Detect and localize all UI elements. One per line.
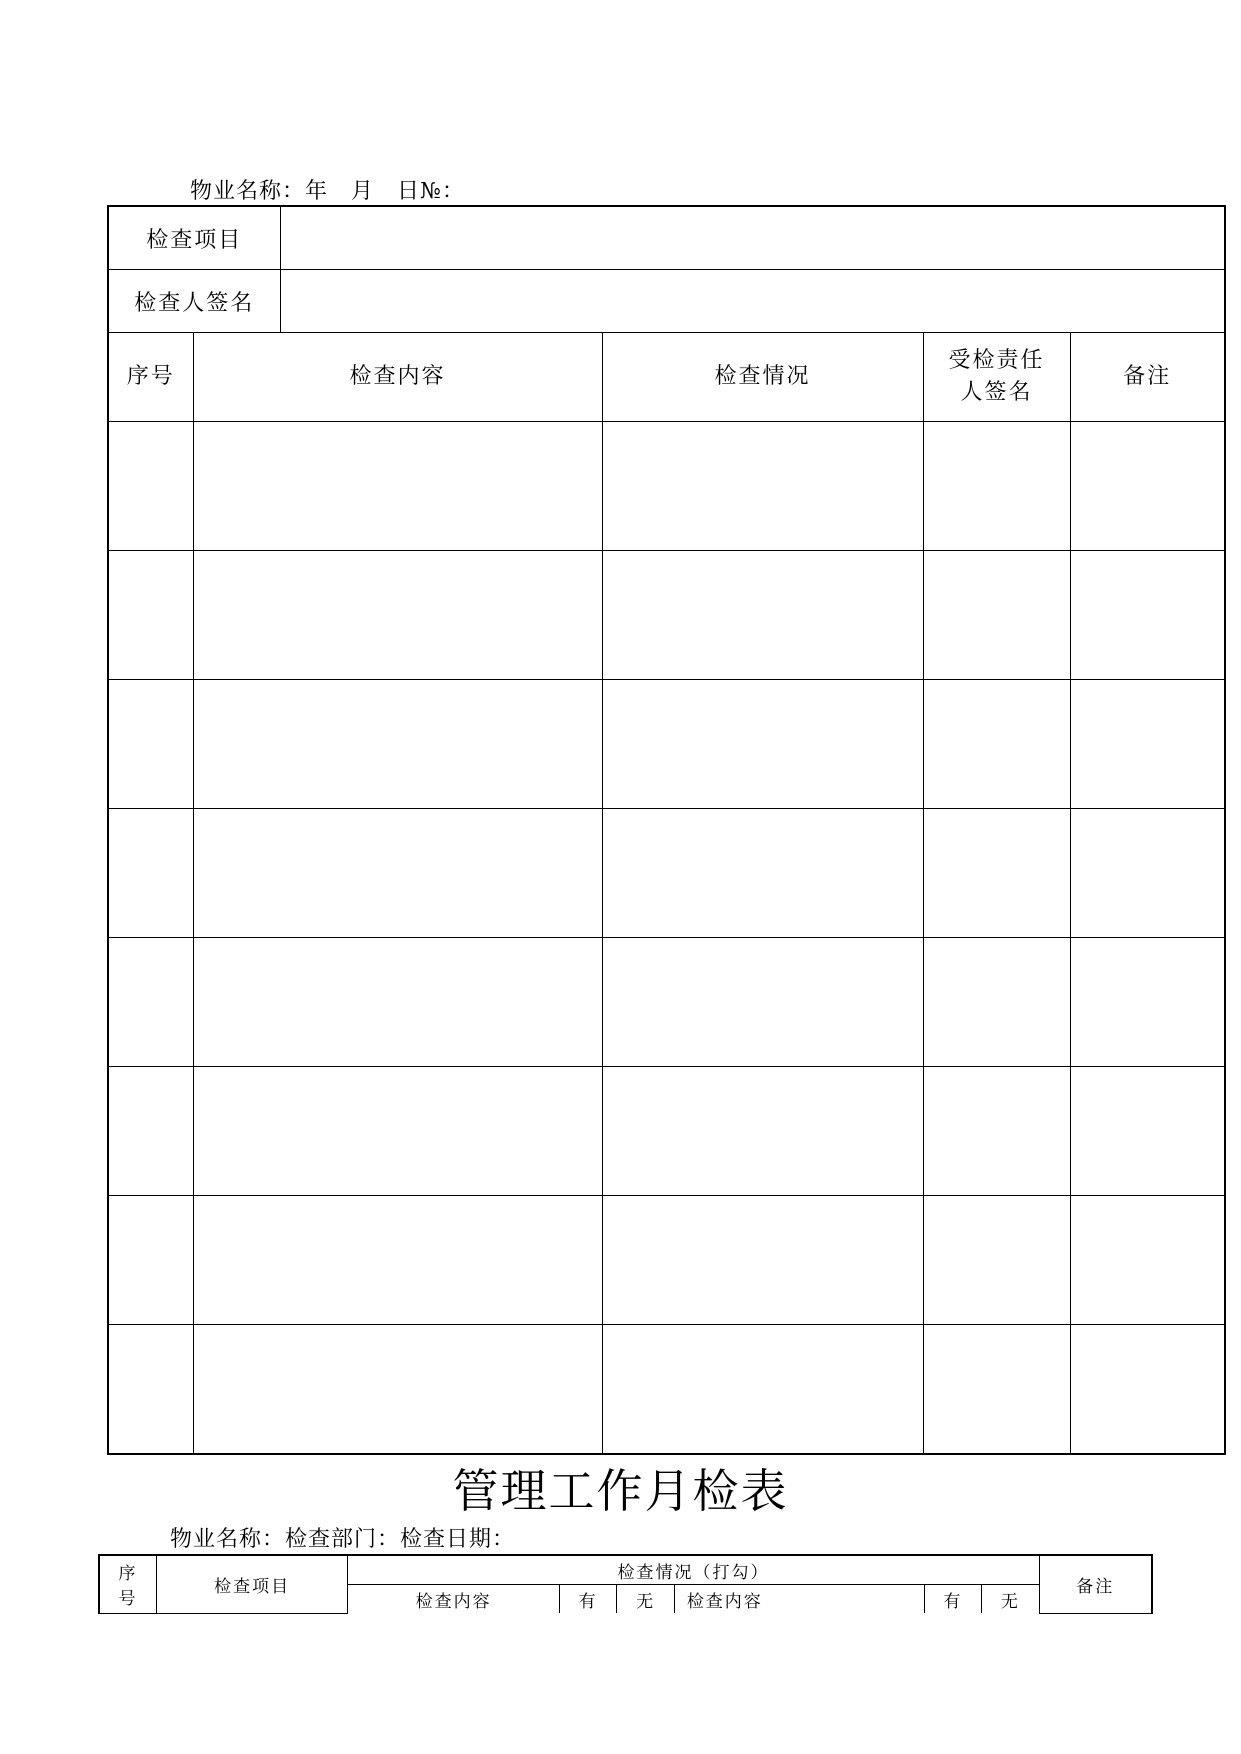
seq-cell[interactable] bbox=[108, 1067, 193, 1196]
responsible-cell[interactable] bbox=[923, 422, 1070, 551]
col2-status-group: 检查情况（打勾） bbox=[348, 1555, 1039, 1585]
status-cell[interactable] bbox=[602, 551, 923, 680]
content-cell[interactable] bbox=[193, 1325, 602, 1455]
content-cell[interactable] bbox=[193, 680, 602, 809]
content-cell[interactable] bbox=[193, 422, 602, 551]
form2-header-line: 物业名称：检查部门：检查日期： bbox=[170, 1527, 516, 1552]
table-row bbox=[108, 422, 1225, 551]
col-responsible-line2: 人签名 bbox=[960, 380, 1033, 405]
content-cell[interactable] bbox=[193, 551, 602, 680]
seq-cell[interactable] bbox=[108, 809, 193, 938]
seq-cell[interactable] bbox=[108, 1196, 193, 1325]
table-row bbox=[108, 680, 1225, 809]
form1-header-line: 物业名称：年 月 日№： bbox=[190, 179, 465, 204]
col2-seq bbox=[99, 1555, 156, 1613]
responsible-cell[interactable] bbox=[923, 1067, 1070, 1196]
column-header-row bbox=[108, 333, 1225, 422]
status-cell[interactable] bbox=[602, 1325, 923, 1455]
col-remarks: 备注 bbox=[1070, 333, 1225, 422]
col-content: 检查内容 bbox=[193, 333, 602, 422]
content-cell[interactable] bbox=[193, 938, 602, 1067]
seq-cell[interactable] bbox=[108, 551, 193, 680]
status-cell[interactable] bbox=[602, 422, 923, 551]
col2-seq-line1: 序 bbox=[118, 1564, 138, 1585]
content-cell[interactable] bbox=[193, 809, 602, 938]
table-row bbox=[108, 551, 1225, 680]
table-row bbox=[108, 809, 1225, 938]
col2-check-item: 检查项目 bbox=[156, 1555, 347, 1613]
remarks-cell[interactable] bbox=[1070, 422, 1225, 551]
responsible-cell[interactable] bbox=[923, 809, 1070, 938]
col-status: 检查情况 bbox=[602, 333, 923, 422]
remarks-cell[interactable] bbox=[1070, 680, 1225, 809]
remarks-cell[interactable] bbox=[1070, 1325, 1225, 1455]
form2-title: 管理工作月检表 bbox=[452, 1464, 789, 1518]
table-row bbox=[108, 1196, 1225, 1325]
col2-seq-line2: 号 bbox=[118, 1589, 138, 1610]
col-responsible bbox=[923, 333, 1070, 422]
col2-content-a: 检查内容 bbox=[348, 1585, 560, 1614]
seq-cell[interactable] bbox=[108, 680, 193, 809]
col2-content-b: 检查内容 bbox=[674, 1585, 924, 1614]
table-row bbox=[108, 938, 1225, 1067]
check-item-field[interactable] bbox=[280, 206, 1225, 270]
responsible-cell[interactable] bbox=[923, 551, 1070, 680]
content-cell[interactable] bbox=[193, 1196, 602, 1325]
col2-no-a: 无 bbox=[617, 1585, 674, 1614]
monthly-check-table bbox=[98, 1554, 1153, 1614]
table-row bbox=[108, 1067, 1225, 1196]
status-cell[interactable] bbox=[602, 938, 923, 1067]
status-cell[interactable] bbox=[602, 680, 923, 809]
table-row bbox=[108, 1325, 1225, 1455]
seq-cell[interactable] bbox=[108, 938, 193, 1067]
seq-cell[interactable] bbox=[108, 422, 193, 551]
remarks-cell[interactable] bbox=[1070, 1067, 1225, 1196]
inspector-sign-label: 检查人签名 bbox=[108, 270, 280, 333]
inspection-record-table bbox=[107, 205, 1226, 1455]
col-seq: 序号 bbox=[108, 333, 193, 422]
col-responsible-line1: 受检责任 bbox=[948, 348, 1045, 373]
remarks-cell[interactable] bbox=[1070, 1196, 1225, 1325]
responsible-cell[interactable] bbox=[923, 938, 1070, 1067]
col2-no-b: 无 bbox=[982, 1585, 1039, 1614]
status-cell[interactable] bbox=[602, 1196, 923, 1325]
seq-cell[interactable] bbox=[108, 1325, 193, 1455]
responsible-cell[interactable] bbox=[923, 680, 1070, 809]
col2-yes-a: 有 bbox=[559, 1585, 616, 1614]
responsible-cell[interactable] bbox=[923, 1196, 1070, 1325]
remarks-cell[interactable] bbox=[1070, 551, 1225, 680]
remarks-cell[interactable] bbox=[1070, 809, 1225, 938]
inspector-sign-field[interactable] bbox=[280, 270, 1225, 333]
content-cell[interactable] bbox=[193, 1067, 602, 1196]
status-cell[interactable] bbox=[602, 809, 923, 938]
col2-yes-b: 有 bbox=[924, 1585, 981, 1614]
col2-remarks: 备注 bbox=[1039, 1555, 1152, 1613]
remarks-cell[interactable] bbox=[1070, 938, 1225, 1067]
responsible-cell[interactable] bbox=[923, 1325, 1070, 1455]
status-cell[interactable] bbox=[602, 1067, 923, 1196]
check-item-label: 检查项目 bbox=[108, 206, 280, 270]
